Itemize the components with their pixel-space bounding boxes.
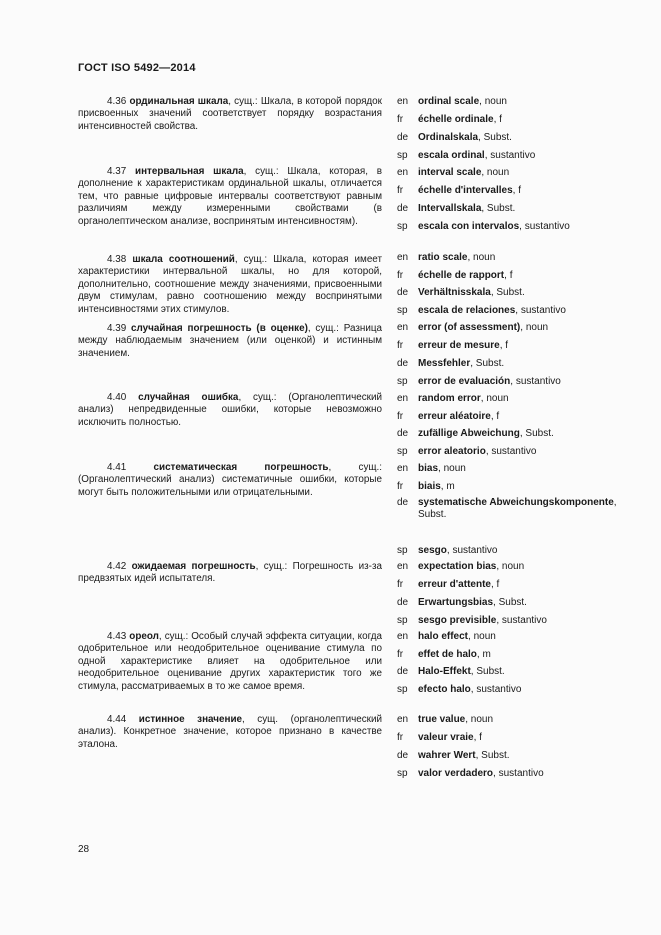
term-name: интервальная шкала <box>135 166 244 177</box>
translation-term: valeur vraie <box>418 732 474 743</box>
translation-term: Verhältnisskala <box>418 287 491 298</box>
translation-term: effet de halo <box>418 649 477 660</box>
translation-term: error (of assessment) <box>418 322 521 333</box>
term-definition: Шкала, в которой порядок присвоенных значений соответствует порядку возрастания интенсивностей свойства. <box>78 96 382 132</box>
term-definition: Погрешность из-за предвзятых идей испытателя. <box>78 561 382 585</box>
translation-term: échelle de rapport <box>418 270 505 281</box>
translation-term: true value <box>418 714 466 725</box>
translation-term: ordinal scale <box>418 96 480 107</box>
translation-term: valor verdadero <box>418 768 494 779</box>
translation-term: biais <box>418 481 441 492</box>
term-name: ореол <box>129 631 159 642</box>
translation-term: interval scale <box>418 167 482 178</box>
term-entry-4-36: 4.36 ординальная шкала, сущ.: Шкала, в которой порядок присвоенных значений соответствует порядку возрастания интенсивностей свойства. <box>78 96 382 132</box>
term-entry-4-37: 4.37 интервальная шкала, сущ.: Шкала, которая, в дополнение к характеристикам ординальной шкалы, отличается тем, что равные цифровые интервалы соответствуют равным различиям между измеренными свойствами (в органолептическом анализе, воспринятым интенсивностям). <box>78 166 382 227</box>
term-definition: (Органолептический анализ) систематичные ошибки, которые могут быть положительными или отрицательными. <box>78 474 382 498</box>
translation-term: efecto halo <box>418 684 471 695</box>
translation-term: random error <box>418 393 481 404</box>
term-entry-4-38: 4.38 шкала соотношений, сущ.: Шкала, которая имеет характеристики интервальной шкалы, но для которой, дополнительно, соотношение между значениями, присвоенными двум стимулам, равно соотношению между воспринятыми интенсивностями этих стимулов. <box>78 254 382 315</box>
term-name: случайная погрешность (в оценке) <box>131 323 308 334</box>
term-name: ординальная шкала <box>129 96 229 107</box>
term-definition: Особый случай эффекта ситуации, когда одобрительное или неодобрительное оценивание стимула по одной характеристике влияет на одобрительное или неодобрительное оценивание других характеристик того же стимула, рассматриваемых в то же самое время. <box>78 631 382 692</box>
term-entry-4-42: 4.42 ожидаемая погрешность, сущ.: Погрешность из-за предвзятых идей испытателя. <box>78 561 382 585</box>
translation-term: Ordinalskala <box>418 132 479 143</box>
translation-term: expectation bias <box>418 561 497 572</box>
term-name: ожидаемая погрешность <box>131 561 256 572</box>
translation-term: escala de relaciones <box>418 305 516 316</box>
translation-term: error aleatorio <box>418 446 486 457</box>
translation-term: Erwartungsbias <box>418 597 494 608</box>
translation-term: Halo-Effekt <box>418 666 471 677</box>
term-definition: (Органолептический анализ) непредвиденные ошибки, которые невозможно исключить полностью. <box>78 392 382 428</box>
translation-term: wahrer Wert <box>418 750 476 761</box>
term-definition: Шкала, которая, в дополнение к характеристикам ординальной шкалы, отличается тем, что равные цифровые интервалы соответствуют равным различиям между измеренными свойствами (в органолептическом анализе, воспринятым интенсивностям). <box>78 166 382 227</box>
translation-term: ratio scale <box>418 252 468 263</box>
term-name: систематическая погрешность <box>153 462 329 473</box>
page-number: 28 <box>78 844 90 855</box>
page-header: ГОСТ ISO 5492—2014 <box>78 62 196 74</box>
translation-term: échelle ordinale <box>418 114 494 125</box>
translation-term: Intervallskala <box>418 203 482 214</box>
term-name: истинное значение <box>138 714 243 725</box>
term-name: случайная ошибка <box>138 392 239 403</box>
translation-term: bias <box>418 463 439 474</box>
translation-term: sesgo previsible <box>418 615 497 626</box>
translation-term: sesgo <box>418 545 447 556</box>
term-definition: Шкала, которая имеет характеристики интервальной шкалы, но для которой, дополнительно, соотношение между значениями, присвоенными двум стимулам, равно соотношению между воспринятыми интенсивностями этих стимулов. <box>78 254 382 315</box>
term-entry-4-41: 4.41 систематическая погрешность, сущ.: (Органолептический анализ) систематичные ошибки, которые могут быть положительными или отрицательными. <box>78 462 382 498</box>
translation-term: erreur de mesure <box>418 340 500 351</box>
term-entry-4-43: 4.43 ореол, сущ.: Особый случай эффекта ситуации, когда одобрительное или неодобрительное оценивание стимула по одной характеристике влияет на одобрительное или неодобрительное оценивание других характеристик того же стимула, рассматриваемых в то же самое время. <box>78 631 382 692</box>
translation-term: zufällige Abweichung <box>418 428 520 439</box>
translation-term: systematische Abweichungskomponente <box>418 497 614 508</box>
translation-term: erreur aléatoire <box>418 411 491 422</box>
translation-term: escala con intervalos <box>418 221 520 232</box>
translation-term: error de evaluación <box>418 376 511 387</box>
translation-term: halo effect <box>418 631 469 642</box>
translation-term: escala ordinal <box>418 150 485 161</box>
term-name: шкала соотношений <box>132 254 235 265</box>
term-entry-4-39: 4.39 случайная погрешность (в оценке), сущ.: Разница между наблюдаемым значением (или оценкой) и истинным значением. <box>78 323 382 359</box>
translation-term: Messfehler <box>418 358 471 369</box>
term-definition: (органолептический анализ). Конкретное значение, которое признано в качестве эталона. <box>78 714 383 750</box>
translation-term: échelle d'intervalles <box>418 185 513 196</box>
term-definition: Разница между наблюдаемым значением (или оценкой) и истинным значением. <box>78 323 382 359</box>
term-entry-4-44: 4.44 истинное значение, сущ. (органолептический анализ). Конкретное значение, которое признано в качестве эталона. <box>78 714 383 750</box>
translation-term: erreur d'attente <box>418 579 491 590</box>
term-entry-4-40: 4.40 случайная ошибка, сущ.: (Органолептический анализ) непредвиденные ошибки, которые невозможно исключить полностью. <box>78 392 382 428</box>
